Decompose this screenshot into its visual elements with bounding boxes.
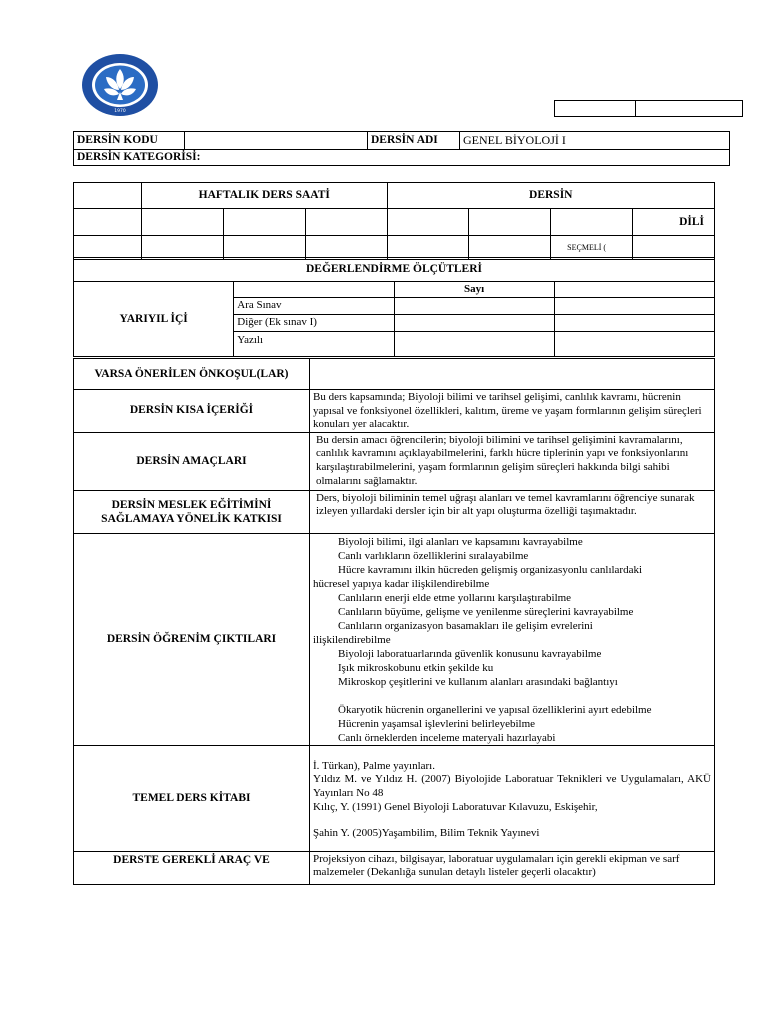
doc-box-left	[555, 101, 636, 117]
grid-cell	[142, 209, 224, 236]
textbook-item: Kılıç, Y. (1991) Genel Biyoloji Laboratuvar Kılavuzu, Eskişehir,	[313, 800, 598, 813]
grid-cell	[551, 209, 633, 236]
weekly-hours-label: HAFTALIK DERS SAATİ	[142, 183, 388, 209]
grid-cell	[394, 332, 554, 357]
grid-cell	[554, 282, 714, 298]
content-text: Bu ders kapsamında; Biyoloji bilimi ve tarihsel gelişimi, canlılık kavramı, hücrenin yapısal ve fonksiyonel özellikleri, kalıtım, üreme ve yaşam formlarının gelişim süreçleri konuları yer alacaktır.	[310, 390, 715, 433]
grid-cell	[305, 236, 387, 260]
grid-cell	[633, 236, 715, 260]
university-logo	[80, 53, 160, 117]
evaluation-table	[73, 257, 715, 357]
grid-cell	[387, 236, 469, 260]
prereq-value	[310, 359, 715, 390]
goals-label: DERSİN AMAÇLARI	[74, 432, 310, 490]
list-item: Ökaryotik hücrenin organellerini ve yapısal özelliklerini ayırt edebilme	[338, 703, 652, 716]
grid-cell	[223, 236, 305, 260]
logo-year: 1970	[114, 109, 126, 114]
grid-cell	[554, 298, 714, 315]
elective-label: SEÇMELİ (	[551, 236, 633, 260]
count-label: Sayı	[394, 282, 554, 298]
grid-cell	[554, 315, 714, 332]
list-item: Canlı varlıkların özelliklerini sıralayabilme	[338, 549, 529, 562]
course-code-value	[185, 132, 368, 150]
list-item: Canlıların büyüme, gelişme ve yenilenme süreçlerini kavrayabilme	[338, 605, 634, 618]
doc-box-right	[636, 101, 743, 117]
list-item: Canlıların organizasyon basamakları ile gelişim evrelerini	[338, 619, 593, 632]
list-item: Canlıların enerji elde etme yollarını karşılaştırabilme	[338, 591, 572, 604]
document-number-boxes	[554, 100, 743, 117]
eval-row-midterm: Ara Sınav	[234, 298, 394, 315]
grid-cell	[394, 298, 554, 315]
outcomes-list	[310, 533, 715, 745]
list-item: Canlı örneklerden inceleme materyali hazırlayabi	[338, 731, 556, 744]
list-item: Biyoloji laboratuarlarında güvenlik konusunu kavrayabilme	[338, 647, 602, 660]
semester-label: YARIYIL İÇİ	[74, 282, 234, 357]
textbook-item	[313, 814, 711, 827]
outcomes-label: DERSİN ÖĞRENİM ÇIKTILARI	[74, 533, 310, 745]
list-item: hücresel yapıya kadar ilişkilendirebilme	[313, 577, 490, 590]
grid-cell	[234, 282, 394, 298]
list-item: Hücre kavramını ilkin hücreden gelişmiş organizasyonlu canlılardaki	[338, 563, 643, 576]
list-item: Mikroskop çeşitlerini ve kullanım alanları arasındaki bağlantıyı	[338, 675, 618, 688]
grid-cell	[469, 209, 551, 236]
language-label: DİLİ	[633, 209, 715, 236]
course-category-label: DERSİN KATEGORİSİ:	[74, 150, 730, 166]
tools-text: Projeksiyon cihazı, bilgisayar, laboratuar uygulamaları için gerekli ekipman ve sarf malzemeler (Dekanlığa sunulan detaylı listeler geçerli olacaktır)	[310, 851, 715, 884]
textbook-item: Şahin Y. (2005)Yaşambilim, Bilim Teknik Yayınevi	[313, 827, 540, 840]
grid-cell	[554, 332, 714, 357]
grid-cell	[387, 209, 469, 236]
eval-row-other: Diğer (Ek sınav I)	[234, 315, 394, 332]
contribution-label-line1: DERSİN MESLEK EĞİTİMİNİ	[111, 498, 272, 511]
weekly-hours-table	[73, 182, 715, 260]
textbook-item: İ. Türkan), Palme yayınları.	[313, 759, 435, 772]
textbook-label: TEMEL DERS KİTABI	[74, 745, 310, 851]
grid-cell	[305, 209, 387, 236]
list-item: Işık mikroskobunu etkin şekilde ku	[338, 661, 494, 674]
tools-label: DERSTE GEREKLİ ARAÇ VE	[74, 851, 310, 884]
evaluation-title: DEĞERLENDİRME ÖLÇÜTLERİ	[74, 258, 715, 282]
eval-row-written: Yazılı	[234, 332, 394, 357]
course-details-table	[73, 358, 715, 885]
grid-cell	[469, 236, 551, 260]
contribution-text: Ders, biyoloji biliminin temel uğraşı alanları ve temel kavramlarını öğrenciye sunarak izleyen yıllardaki dersler için bir alt yapı oluşturma özelliği taşımaktadır.	[310, 490, 715, 533]
prereq-label: VARSA ÖNERİLEN ÖNKOŞUL(LAR)	[74, 359, 310, 390]
contribution-label-line2: SAĞLAMAYA YÖNELİK KATKISI	[101, 512, 282, 525]
list-item: Hücrenin yaşamsal işlevlerini belirleyebilme	[338, 717, 536, 730]
list-item: Biyoloji bilimi, ilgi alanları ve kapsamını kavrayabilme	[338, 535, 583, 548]
goals-text: Bu dersin amacı öğrencilerin; biyoloji bilimini ve tarihsel gelişimini kavramalarını, canlılık kavramını açıklayabilmelerini, farklı hücre tiplerinin yapı ve fonksiyonlarını karşılaştırabilmelerini, yaşam formlarının gelişim süreçleri hakkında bilgi sahibi olmalarını sağlamaktır.	[310, 432, 715, 490]
textbook-list	[310, 745, 715, 851]
grid-cell	[74, 209, 142, 236]
list-item: ilişkilendirebilme	[313, 633, 391, 646]
list-item	[313, 689, 711, 703]
course-header-table	[73, 131, 730, 166]
content-label: DERSİN KISA İÇERİĞİ	[74, 390, 310, 433]
grid-cell	[74, 183, 142, 209]
grid-cell	[142, 236, 224, 260]
course-name-label: DERSİN ADI	[368, 132, 460, 150]
grid-cell	[223, 209, 305, 236]
course-code-label: DERSİN KODU	[74, 132, 185, 150]
grid-cell	[74, 236, 142, 260]
contribution-label	[74, 490, 310, 533]
course-name-value: GENEL BİYOLOJİ I	[460, 132, 730, 150]
course-label: DERSİN	[387, 183, 714, 209]
grid-cell	[394, 315, 554, 332]
textbook-item: Yıldız M. ve Yıldız H. (2007) Biyolojide Laboratuar Teknikleri ve Uygulamaları, AKÜ Yayınları No 48	[313, 773, 711, 799]
